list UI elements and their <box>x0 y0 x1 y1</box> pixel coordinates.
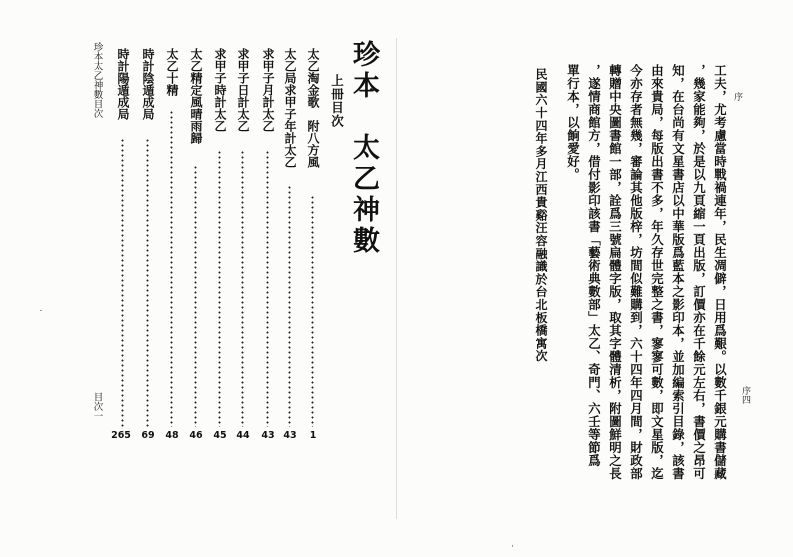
toc-page-number: 265 <box>111 430 131 441</box>
scan-speck <box>40 310 42 311</box>
toc-page-number: 69 <box>141 430 155 441</box>
toc-leader-dots <box>311 195 314 427</box>
toc-page-number: 43 <box>283 430 297 441</box>
running-head: 珍本太乙神數目次 <box>91 42 103 118</box>
toc-page-number: 48 <box>165 430 179 441</box>
toc-leader-dots <box>288 185 291 427</box>
toc-entry-title: 求甲子月計太乙 <box>261 48 275 132</box>
header-label-xu: 序 <box>732 92 742 101</box>
preface-column: 轉贈中央圖書館一部，詮爲三號扁體字版，取其字體清析，附圖鮮明之長 <box>607 64 623 480</box>
toc-entry-title: 求甲子時計太乙 <box>213 48 227 132</box>
toc-leader-dots <box>241 150 244 427</box>
toc-leader-dots <box>146 138 149 427</box>
toc-entry-title: 太乙精定風晴雨歸 <box>189 48 203 144</box>
toc-page-number: 45 <box>213 430 227 441</box>
header-label-xu-si: 序四 <box>740 386 750 404</box>
toc-page-number: 43 <box>261 430 275 441</box>
toc-entry-title: 時計陽遁成局 <box>116 48 130 120</box>
preface-signature: 民國六十四年多月江西貴谿汪容融識於台北板橋寓次 <box>534 68 548 363</box>
preface-column: 單行本，以餉愛好。 <box>565 64 581 181</box>
toc-leader-dots <box>170 110 173 427</box>
toc-heading: 上冊目次 <box>329 74 345 128</box>
toc-entry-title: 太乙局求甲子年計太乙 <box>283 48 297 168</box>
preface-column: ，幾家能夠，於是以九頁縮一頁出版，訂價亦在千餘元左右，書價之昂可 <box>691 64 707 480</box>
preface-column: 今亦存者無幾，審論其他版梓，坊間似難購到，六十四年四月間，財政部 <box>628 64 644 480</box>
toc-entry-title: 太乙十精 <box>165 48 179 96</box>
toc-page-number: 1 <box>309 430 317 441</box>
toc-leader-dots <box>194 165 197 427</box>
preface-column: ，遂情商館方，借付影印該書「藝術典數部」太乙、奇門、六壬等節爲 <box>586 64 602 467</box>
preface-column: 由來貴局，每版出書不多，年久存世完整之書，寥寥可數，即文星版，迄 <box>649 64 665 480</box>
toc-entry-title: 太乙淘金歌 附八方風 <box>306 48 320 168</box>
toc-leader-dots <box>266 150 269 427</box>
toc-entry-title: 求甲子日計太乙 <box>236 48 250 132</box>
scan-speck <box>512 545 513 547</box>
preface-column: 知，在台尚有文星書店以中華版爲藍本之影印本，並加編索引目錄，該書 <box>670 64 686 480</box>
book-title: 珍本 太乙神數 <box>348 40 379 257</box>
page-folio: 目次一 <box>91 392 103 421</box>
page-gutter <box>396 38 397 519</box>
toc-page-number: 46 <box>189 430 203 441</box>
toc-leader-dots <box>121 138 124 427</box>
toc-leader-dots <box>218 150 221 427</box>
toc-entry-title: 時計陰遁成局 <box>141 48 155 120</box>
preface-column: 工夫，尤考慮當時戰禍連年，民生凋僻，日用爲艱。以數千銀元購書儲藏 <box>712 64 728 480</box>
toc-page-number: 44 <box>236 430 250 441</box>
